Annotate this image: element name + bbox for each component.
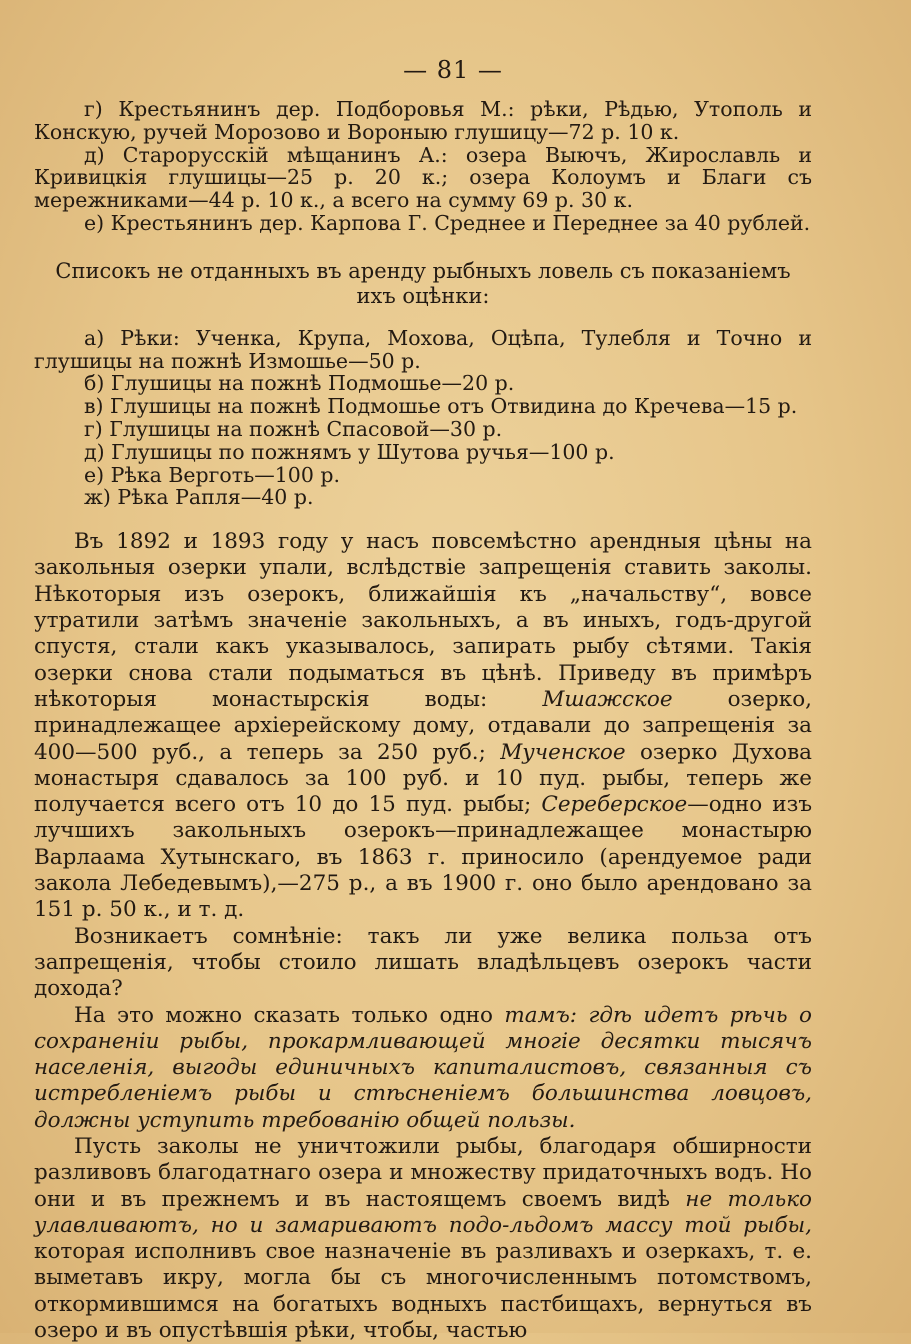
list-item: а) Рѣки: Ученка, Крупа, Мохова, Оцѣпа, Тулебля и Точно и глушицы на пожнѣ Измошье—50 р. <box>34 325 812 373</box>
lease-entry: е) Крестьянинъ дер. Карпова Г. Среднее и Переднее за 40 рублей. <box>84 210 811 235</box>
list-item: ж) Рѣка Рапля—40 р. <box>84 485 314 510</box>
unleased-list <box>34 327 812 509</box>
italic-text: не только улавливаютъ, но и замариваютъ подо-льдомъ массу той рыбы, <box>34 1186 812 1238</box>
paragraph: Возникаетъ сомнѣніе: такъ ли уже велика польза отъ запрещенія, чтобы стоило лишать владѣльцевъ озерокъ части дохода? <box>34 923 812 1002</box>
page-number: — 81 — <box>403 56 503 84</box>
text-span: На это можно сказать только одно <box>74 1002 505 1028</box>
list-item: в) Глушицы на пожнѣ Подмошье отъ Отвидина до Кречева—15 р. <box>84 394 798 419</box>
list-item: б) Глушицы на пожнѣ Подмошье—20 р. <box>84 371 515 396</box>
lease-entry: г) Крестьянинъ дер. Подборовья М.: рѣки, Рѣдью, Утополь и Конскую, ручей Морозово и Вороныю глушицу—72 р. 10 к. <box>34 97 812 144</box>
section-heading: Списокъ не отданныхъ въ аренду рыбныхъ ловель съ показаніемъ ихъ оцѣнки: <box>55 258 791 308</box>
paragraph <box>34 529 812 923</box>
italic-lake-name: Мученское <box>500 739 626 765</box>
lease-entry: д) Старорусскій мѣщанинъ А.: озера Выючъ, Жирославль и Кривицкія глушицы—25 р. 20 к.; озера Колоумъ и Благи съ мережниками—44 р. 10 к., а всего на сумму 69 р. 30 к. <box>34 142 812 213</box>
italic-text: тамъ: гдѣ идетъ рѣчь о сохраненіи рыбы, прокармливающей многіе десятки тысячъ населенія, выгоды единичныхъ капиталистовъ, связанныя съ истребленіемъ рыбы и стѣсненіемъ большинства ловцовъ, должны уступить требованію общей пользы. <box>34 1002 813 1133</box>
text-span: Пусть заколы не уничтожили рыбы, благодаря обширности разливовъ благодатнаго озера и множеству придаточныхъ водъ. Но они и въ прежнемъ и въ настоящемъ своемъ видѣ <box>34 1133 812 1212</box>
list-item: д) Глушицы по пожнямъ у Шутова ручья—100 р. <box>84 439 615 464</box>
italic-lake-name: Сереберское <box>541 792 688 818</box>
book-page <box>34 56 812 1344</box>
text-span: Въ 1892 и 1893 году у насъ повсемѣстно арендныя цѣны на закольныя озерки упали, вслѣдствіе запрещенія ставить заколы. Нѣкоторыя изъ озерокъ, ближайшія къ „начальству“, вовсе утратили затѣмъ значеніе закольныхъ, а въ иныхъ, годъ-другой спустя, стали какъ указывалось, запирать рыбу сѣтями. Такія озерки снова стали подыматься въ цѣнѣ. Приведу въ примѣръ нѣкоторыя монастырскія воды: <box>34 529 812 712</box>
list-item: е) Рѣка Верготь—100 р. <box>84 462 341 487</box>
text-span: озерко, принадлежащее архіерейскому дому, отдавали до запрещенія за 400—500 руб., а теперь за 250 руб.; <box>34 686 812 765</box>
paragraph <box>34 1134 812 1344</box>
italic-lake-name: Мшажское <box>542 686 673 712</box>
lease-entries <box>34 98 812 235</box>
text-span: озерко Духова монастыря сдавалось за 100 руб. и 10 пуд. рыбы, теперь же получается всего отъ 10 до 15 пуд. рыбы; <box>34 739 812 818</box>
paragraph <box>34 1003 812 1134</box>
text-span: —одно изъ лучшихъ закольныхъ озерокъ—принадлежащее монастырю Варлаама Хутынскаго, въ 1863 г. приносило (арендуемое ради закола Лебедевымъ),—275 р., а въ 1900 г. оно было арендовано за 151 р. 50 к., и т. д. <box>34 792 812 923</box>
text-span: которая исполнивъ свое назначеніе въ разливахъ и озеркахъ, т. е. выметавъ икру, могла бы съ многочисленнымъ потомствомъ, откормившимся на богатыхъ водныхъ пастбищахъ, вернуться въ озеро и въ опустѣвшія рѣки, чтобы, частью <box>34 1239 812 1344</box>
list-item: г) Глушицы на пожнѣ Спасовой—30 р. <box>84 416 503 441</box>
body-text <box>34 529 812 1344</box>
